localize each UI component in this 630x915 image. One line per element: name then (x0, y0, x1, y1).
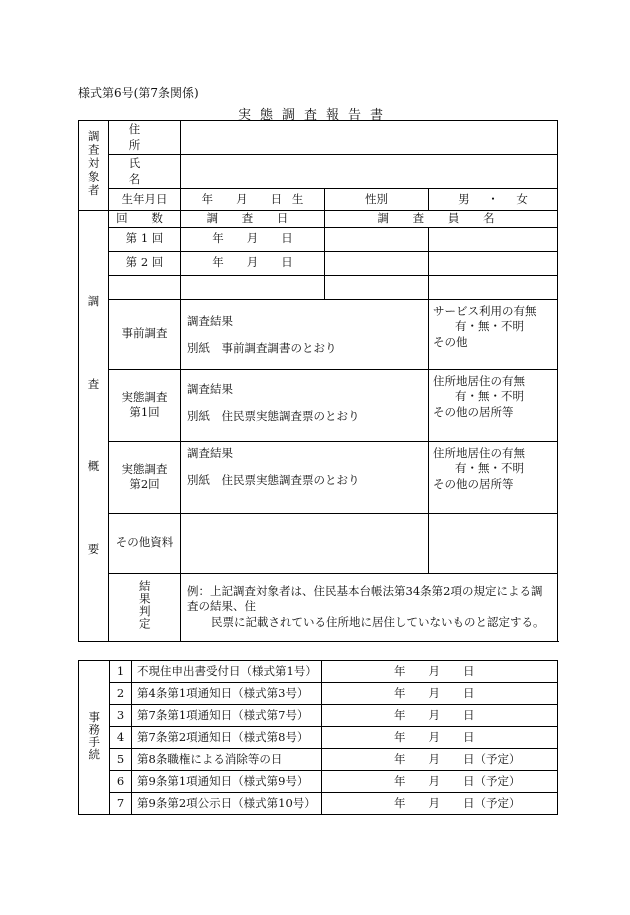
other-materials-side[interactable] (429, 513, 558, 573)
other-materials-field[interactable] (181, 513, 429, 573)
procedure-date[interactable]: 年 月 日（予定） (322, 793, 558, 815)
survey1-side-line2: 有・無・不明 (455, 389, 524, 404)
address-label: 住所 (109, 121, 181, 155)
procedures-table (78, 660, 558, 815)
pre-survey-side-line3: その他 (433, 334, 468, 349)
round-2-label: 第 2 回 (109, 251, 181, 275)
procedure-label: 第9条第1項通知日（様式第9号） (132, 771, 322, 793)
procedure-date[interactable]: 年 月 日（予定） (322, 771, 558, 793)
procedure-date[interactable]: 年 月 日 (322, 661, 558, 683)
name-field[interactable] (181, 155, 558, 189)
survey1-result-title: 調査結果 (187, 381, 233, 396)
procedure-number: 5 (110, 749, 132, 771)
procedure-label: 第4条第1項通知日（様式第3号） (132, 683, 322, 705)
birthdate-label: 生年月日 (109, 189, 181, 211)
round-2-investigator-a[interactable] (325, 251, 429, 275)
procedure-date[interactable]: 年 月 日 (322, 705, 558, 727)
procedure-label: 第7条第2項通知日（様式第8号） (132, 727, 322, 749)
pre-survey-side-line2: 有・無・不明 (455, 319, 524, 334)
survey1-side[interactable] (429, 369, 558, 441)
round-1-investigator-a[interactable] (325, 227, 429, 251)
round-1-date[interactable]: 年 月 日 (181, 227, 325, 251)
round-1-label: 第 1 回 (109, 227, 181, 251)
report-table (78, 120, 558, 642)
procedure-number: 4 (110, 727, 132, 749)
procedure-label: 第7条第1項通知日（様式第7号） (132, 705, 322, 727)
procedure-number: 7 (110, 793, 132, 815)
subject-section-label: 調査対象者 (79, 121, 109, 211)
survey2-result-title: 調査結果 (187, 445, 233, 460)
round-column-header: 回 数 (109, 211, 181, 228)
survey1-side-line3: その他の居所等 (433, 404, 514, 419)
address-field[interactable] (181, 121, 558, 155)
pre-survey-result[interactable] (181, 299, 429, 369)
survey2-label: 実態調査 第2回 (109, 441, 181, 513)
page-title: 実態調査報告書 (237, 108, 392, 123)
gender-field[interactable]: 男 ・ 女 (429, 189, 558, 211)
procedures-section-label: 事務手続 (79, 661, 110, 815)
survey2-result[interactable] (181, 441, 429, 513)
pre-survey-result-title: 調査結果 (187, 313, 233, 328)
birthdate-field[interactable]: 年 月 日 生 (181, 189, 325, 211)
procedure-date[interactable]: 年 月 日（予定） (322, 749, 558, 771)
gender-label: 性別 (325, 189, 429, 211)
round-2-investigator-b[interactable] (429, 251, 558, 275)
pre-survey-label: 事前調査 (109, 299, 181, 369)
procedure-date[interactable]: 年 月 日 (322, 727, 558, 749)
judgment-section-label: 結果判定 (109, 573, 181, 641)
procedure-date[interactable]: 年 月 日 (322, 683, 558, 705)
round-3-label[interactable] (109, 275, 181, 299)
survey2-side-line1: 住所地居住の有無 (433, 445, 525, 460)
procedure-label: 第8条職権による消除等の日 (132, 749, 322, 771)
procedure-number: 2 (110, 683, 132, 705)
survey2-result-note: 別紙 住民票実態調査票のとおり (187, 473, 360, 488)
survey2-side-line3: その他の居所等 (433, 476, 514, 491)
procedure-number: 1 (110, 661, 132, 683)
date-column-header: 調 査 日 (181, 211, 325, 228)
pre-survey-result-note: 別紙 事前調査調書のとおり (187, 341, 337, 356)
other-materials-label: その他資料 (109, 513, 181, 573)
procedure-number: 6 (110, 771, 132, 793)
survey1-result-note: 別紙 住民票実態調査票のとおり (187, 409, 360, 424)
round-3-investigator-a[interactable] (325, 275, 429, 299)
procedure-label: 不現住申出書受付日（様式第1号） (132, 661, 322, 683)
overview-section-label: 調 査 概 要 (79, 211, 109, 642)
judgment-text[interactable] (181, 573, 558, 641)
judgment-text-line1: 例：上記調査対象者は、住民基本台帳法第34条第2項の規定による調査の結果、住 (187, 583, 543, 614)
pre-survey-side[interactable] (429, 299, 558, 369)
survey1-label: 実態調査 第1回 (109, 369, 181, 441)
procedure-number: 3 (110, 705, 132, 727)
survey1-result[interactable] (181, 369, 429, 441)
round-1-investigator-b[interactable] (429, 227, 558, 251)
investigator-column-header: 調 査 員 名 (325, 211, 558, 228)
survey2-side[interactable] (429, 441, 558, 513)
survey1-side-line1: 住所地居住の有無 (433, 373, 525, 388)
name-label: 氏名 (109, 155, 181, 189)
pre-survey-side-line1: サービス利用の有無 (433, 303, 537, 318)
survey2-side-line2: 有・無・不明 (455, 461, 524, 476)
round-3-investigator-b[interactable] (429, 275, 558, 299)
judgment-text-line2: 民票に記載されている住所地に居住していないものと認定する。 (211, 614, 545, 629)
form-number: 様式第6号(第7条関係) (78, 86, 199, 100)
round-2-date[interactable]: 年 月 日 (181, 251, 325, 275)
round-3-date[interactable] (181, 275, 325, 299)
procedure-label: 第9条第2項公示日（様式第10号） (132, 793, 322, 815)
